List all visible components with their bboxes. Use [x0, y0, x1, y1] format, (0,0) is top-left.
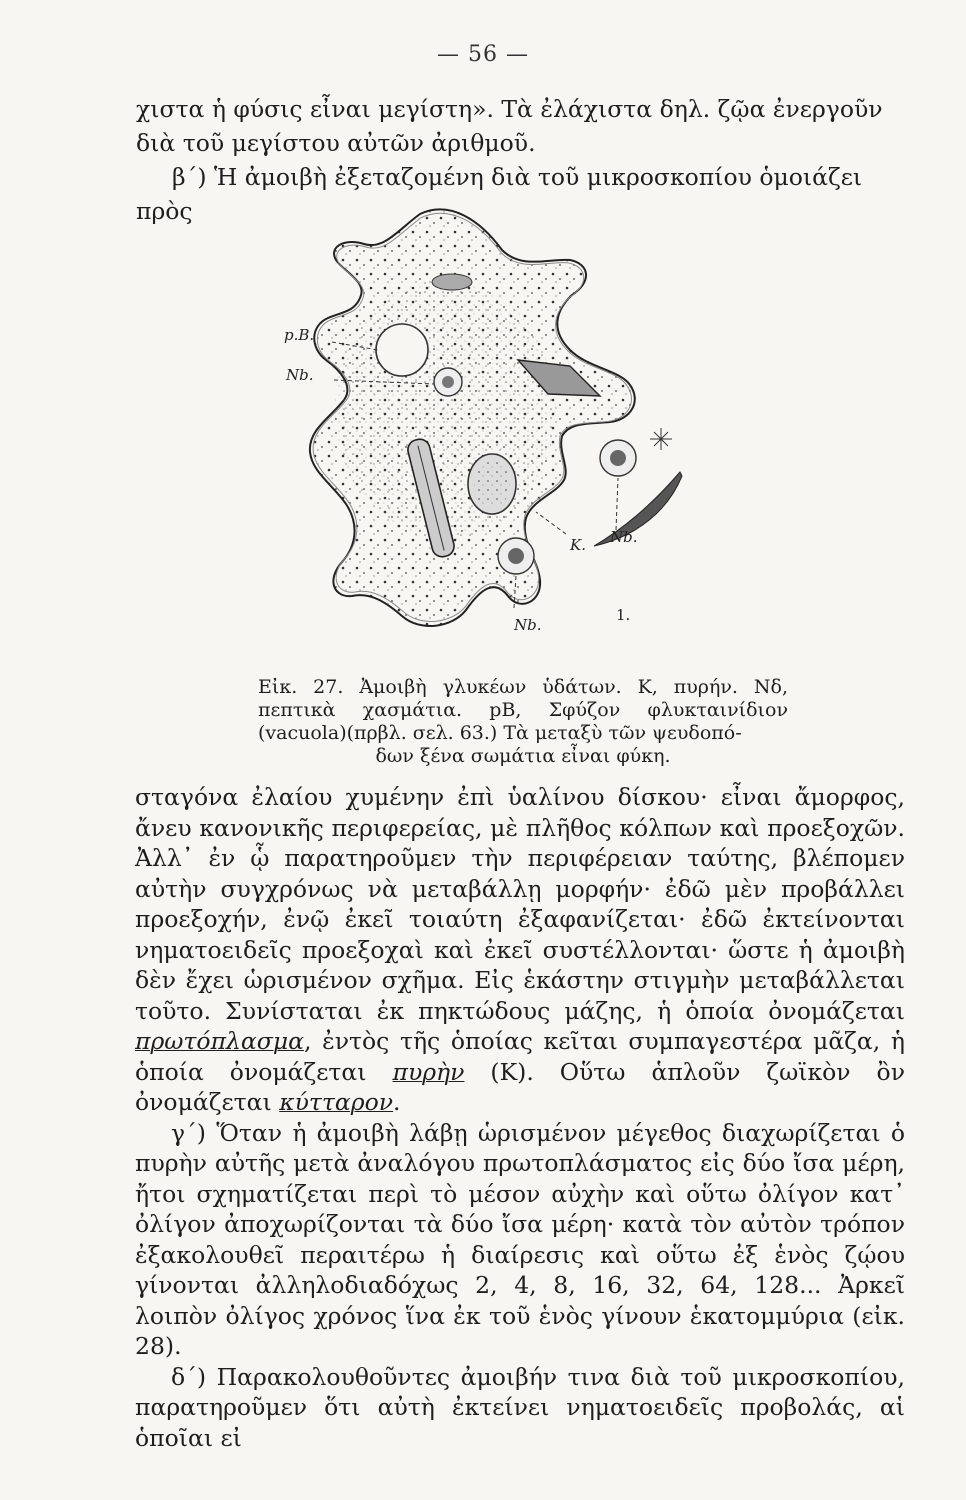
- figure-caption: [258, 676, 788, 768]
- amoeba-figure: [270, 200, 690, 660]
- caption-last-line: δων ξένα σωμάτια εἶναι φύκη.: [375, 745, 671, 767]
- paragraph-1-part-b: , ἐντὸς τῆς ὁποίας κεῖται συμπαγεστέρα μᾶζα, ἡ ὁποία ὀνομάζεται: [135, 1027, 905, 1086]
- crescent-alga: [594, 472, 682, 546]
- amoeba-illustration: [270, 200, 690, 660]
- intro-line-2: β΄) Ἡ ἀμοιβὴ ἐξεταζομένη διὰ τοῦ μικροσκοπίου ὁμοιάζει πρὸς: [136, 163, 863, 225]
- term-nucleus: πυρὴν: [392, 1057, 465, 1086]
- label-nb-right: Nb.: [610, 528, 638, 546]
- body-text: [135, 782, 905, 1453]
- paragraph-1-part-c: (Κ). Οὕτω ἁπλοῦν ζωϊκὸν ὂν ὀνομάζεται: [135, 1057, 905, 1116]
- term-cell: κύτταρον: [279, 1088, 394, 1116]
- label-nb-left: Nb.: [286, 366, 314, 384]
- paragraph-2: γ΄) Ὅταν ἡ ἀμοιβὴ λάβῃ ὡρισμένον μέγεθος διαχωρίζεται ὁ πυρὴν αὐτῆς μετὰ ἀναλόγου πρωτοπλάσματος εἰς δύο ἴσα μέρη, ἤτοι σχηματίζεται περὶ τὸ μέσον αὐχὴν καὶ οὕτω ὀλίγον κατ᾽ ὀλίγον ἀποχωρίζονται τὰ δύο ἴσα μέρη· κατὰ τὸν αὐτὸν τρόπον ἐξακολουθεῖ περαιτέρω ἡ διαίρεσις καὶ οὕτω ἐξ ἑνὸς ζῴου γίνονται ἀλληλοδιαδόχως 2, 4, 8, 16, 32, 64, 128... Ἀρκεῖ λοιπὸν ὀλίγος χρόνος ἵνα ἐκ τοῦ ἑνὸς γίνουν ἑκατομμύρια (εἰκ. 28).: [135, 1118, 905, 1360]
- label-pb: p.B.: [284, 326, 315, 344]
- label-k: K.: [570, 536, 586, 554]
- paragraph-3: δ΄) Παρακολουθοῦντες ἀμοιβήν τινα διὰ τοῦ μικροσκοπίου, παρατηροῦμεν ὅτι αὐτὴ ἐκτείνει νηματοειδεῖς προβολάς, αἱ ὁποῖαι εἰ: [135, 1362, 905, 1452]
- term-protoplasm: πρωτόπλασμα: [135, 1027, 304, 1055]
- paragraph-1-part-a: σταγόνα ἐλαίου χυμένην ἐπὶ ὑαλίνου δίσκου· εἶναι ἄμορφος, ἄνευ κανονικῆς περιφερείας, μὲ πλῆθος κόλπων καὶ προεξοχῶν. Ἀλλ᾽ ἐν ᾧ παρατηροῦμεν τὴν περιφέρειαν ταύτης, βλέπομεν αὐτὴν συγχρόνως νὰ μεταβάλλῃ μορφήν· ἐδῶ μὲν προβάλλει προεξοχήν, ἐνῷ ἐκεῖ τοιαύτη ἐξαφανίζεται· ἐδῶ ἐκτείνονται νηματοειδεῖς προεξοχαὶ καὶ ἐκεῖ συστέλλονται· ὥστε ἡ ἀμοιβὴ δὲν ἔχει ὡρισμένον σχῆμα. Εἰς ἑκάστην στιγμὴν μεταβάλλεται τοῦτο. Συνίσταται ἐκ πηκτώδους μάζης, ἡ ὁποία ὀνομάζεται: [135, 783, 905, 1025]
- paragraph-1-part-d: .: [393, 1088, 401, 1116]
- contractile-vacuole: [376, 324, 428, 376]
- intro-line-1: χιστα ἡ φύσις εἶναι μεγίστη». Τὰ ἐλάχιστα δηλ. ζῷα ἐνεργοῦν διὰ τοῦ μεγίστου αὐτῶν ἀριθμοῦ.: [136, 95, 883, 157]
- label-figure-number: 1.: [616, 606, 631, 624]
- label-nb-bottom: Nb.: [514, 616, 542, 634]
- caption-text: Εἰκ. 27. Ἀμοιβὴ γλυκέων ὑδάτων. Κ, πυρήν. Νδ, πεπτικὰ χασμάτια. pB, Σφύζον φλυκταινίδιον (vacuola)(πρβλ. σελ. 63.) Τὰ μεταξὺ τῶν ψευδοπό-: [258, 676, 788, 744]
- paragraph-1: [135, 782, 905, 1118]
- page-number: — 56 —: [437, 42, 529, 67]
